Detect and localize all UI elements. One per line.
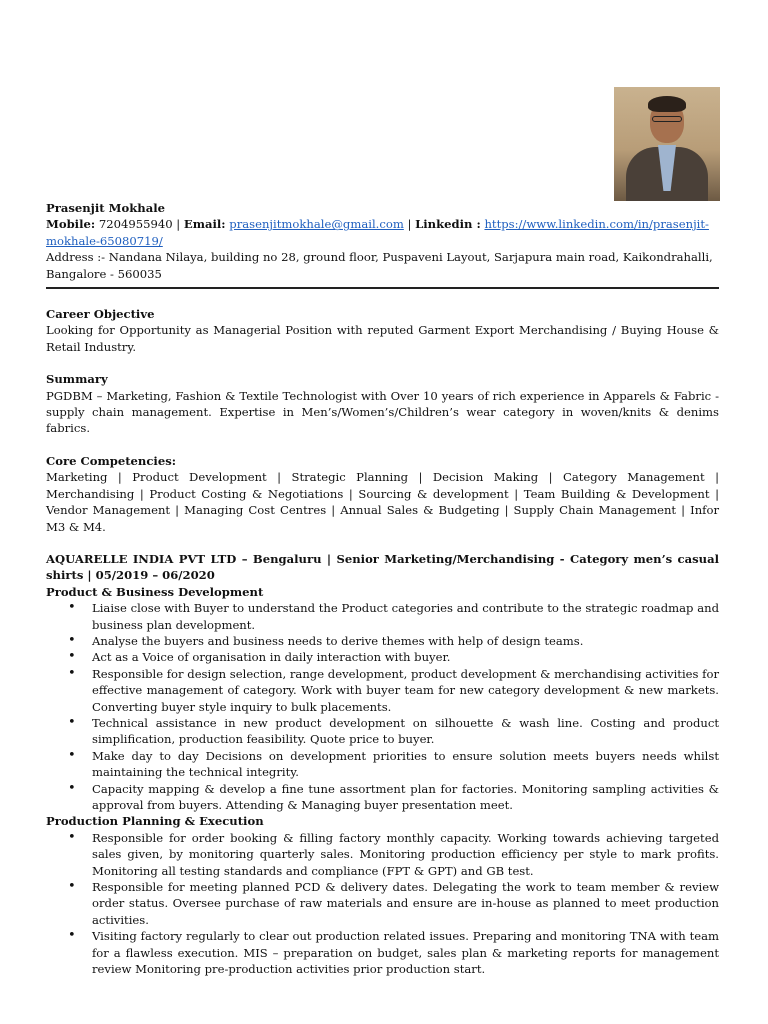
profile-photo [614,87,720,201]
career-objective-text: Looking for Opportunity as Managerial Position with reputed Garment Export Merchandising / Buying House & Retail Industry. [46,323,719,354]
email-link[interactable]: prasenjitmokhale@gmail.com [229,217,404,232]
list-item: • Responsible for meeting planned PCD & delivery dates. Delegating the work to team member & review order status. Oversee purchase of raw materials and ensure are in-house as planned to meet production activities. [92,879,719,928]
address-line: Address :- Nandana Nilaya, building no 28, ground floor, Puspaveni Layout, Sarjapura main road, Kaikondrahalli, [46,250,713,265]
header-divider [46,287,719,289]
candidate-name: Prasenjit Mokhale [46,201,165,215]
list-item: • Make day to day Decisions on development priorities to ensure solution meets buyers needs whilst maintaining the technical integrity. [92,748,719,781]
list-item: • Liaise close with Buyer to understand the Product categories and contribute to the strategic roadmap and business plan development. [92,600,719,633]
list-item: • Analyse the buyers and business needs to derive themes with help of design teams. [92,633,719,649]
contact-line: Mobile: 7204955940 | Email: prasenjitmokhale@gmail.com | Linkedin : https://www.linkedin.com/in/prasenjit- [46,217,709,232]
list-item: • Responsible for design selection, range development, product development & merchandising activities for effective management of category. Work with buyer team for new category development & new markets. Converting buyer style inquiry to bulk placements. [92,666,719,715]
list-item: • Act as a Voice of organisation in daily interaction with buyer. [92,649,719,665]
address-city: Bangalore - 560035 [46,266,162,281]
production-planning-title: Production Planning & Execution [46,814,264,829]
mobile-number: 7204955940 [98,217,173,232]
summary-title: Summary [46,372,108,387]
core-competencies-title: Core Competencies: [46,453,176,468]
resume-content [46,200,719,977]
job-heading: AQUARELLE INDIA PVT LTD – Bengaluru | Senior Marketing/Merchandising - Category men’s casual shirts | 05/2019 – 06/2020 [46,551,719,583]
product-development-title: Product & Business Development [46,584,264,599]
summary-text: PGDBM – Marketing, Fashion & Textile Technologist with Over 10 years of rich experience in Apparels & Fabric - supply chain management. Expertise in Men’s/Women’s/Children’s wear category in woven/knits & denims fabrics. [46,388,719,436]
career-objective-title: Career Objective [46,307,155,322]
production-planning-list [46,830,719,978]
list-item: • Technical assistance in new product development on silhouette & wash line. Costing and product simplification, production feasibility. Quote price to buyer. [92,715,719,748]
list-item: • Capacity mapping & develop a fine tune assortment plan for factories. Monitoring sampling activities & approval from buyers. Attending & Managing buyer presentation meet. [92,781,719,814]
linkedin-link-continued[interactable]: mokhale-65080719/ [46,233,163,248]
linkedin-link[interactable]: https://www.linkedin.com/in/prasenjit- [484,217,709,232]
list-item: • Visiting factory regularly to clear out production related issues. Preparing and monitoring TNA with team for a flawless execution. MIS – preparation on budget, sales plan & marketing reports for management review Monitoring pre-production activities prior production start. [92,928,719,977]
core-competencies-text: Marketing | Product Development | Strategic Planning | Decision Making | Category Management | Merchandising | Product Costing & Negotiations | Sourcing & development | Team Building & Development | Vendor Management | Managing Cost Centres | Annual Sales & Budgeting | Supply Chain Management | Infor M3 & M4. [46,470,719,534]
list-item: • Responsible for order booking & filling factory monthly capacity. Working towards achieving targeted sales given, by monitoring quarterly sales. Monitoring production efficiency per style to mark profits. Monitoring all testing standards and compliance (FPT & GPT) and GB test. [92,830,719,879]
product-development-list [46,600,719,813]
